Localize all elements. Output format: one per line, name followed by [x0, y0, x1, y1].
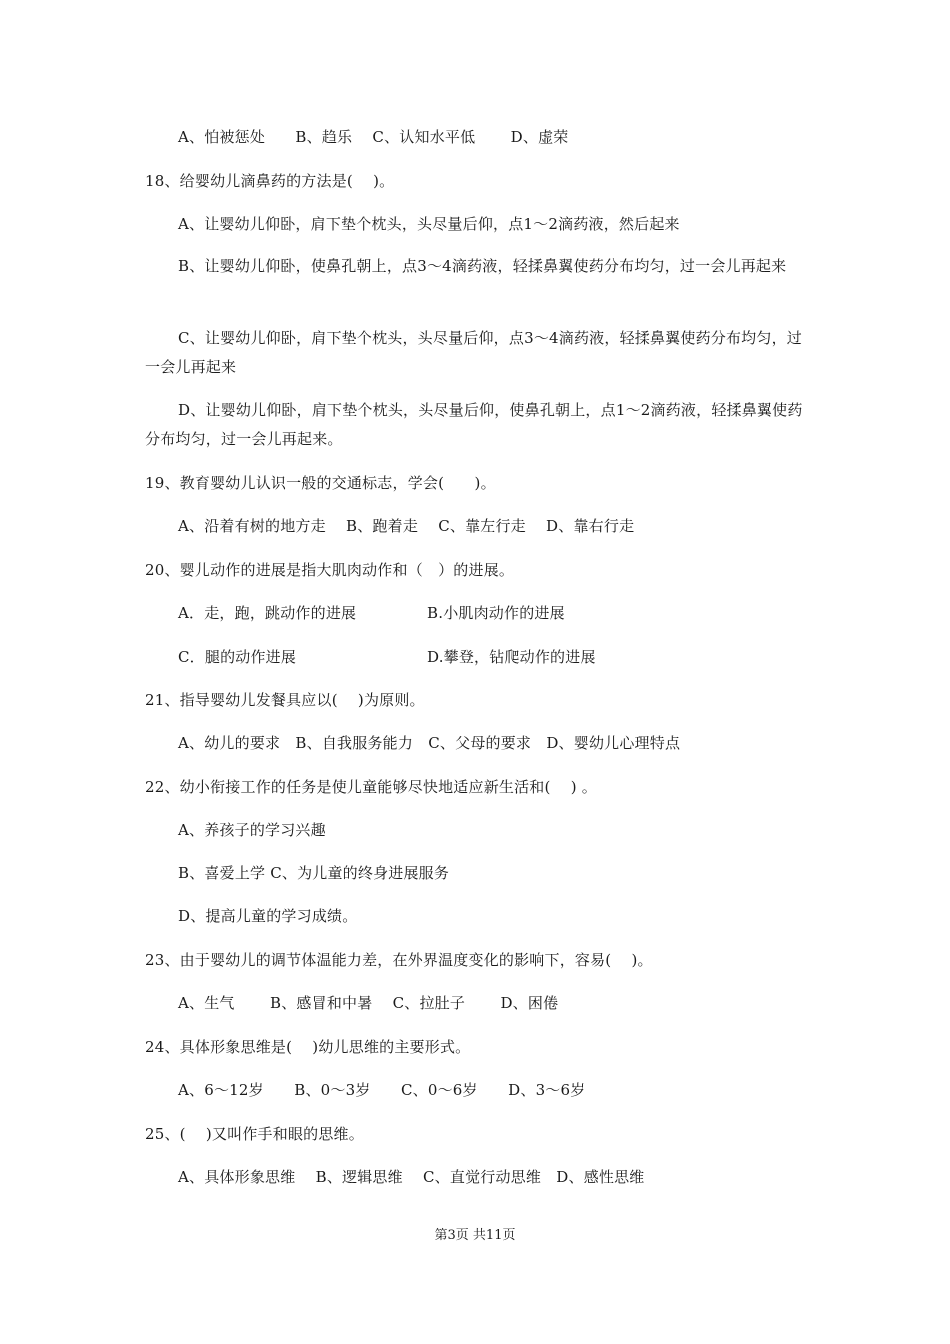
- q18-option-d: D、让婴幼儿仰卧，肩下垫个枕头，头尽量后仰，使鼻孔朝上，点1～2滴药液，轻揉鼻翼使药分布均匀，过一会儿再起来。: [145, 401, 803, 448]
- q20-option-a: A．走，跑，跳动作的进展: [178, 604, 357, 622]
- question-24: 24、具体形象思维是( )幼儿思维的主要形式。: [145, 1038, 471, 1056]
- q17-options: A、怕被惩处 B、趋乐 C、认知水平低 D、虚荣: [178, 128, 569, 146]
- question-22: 22、幼小衔接工作的任务是使儿童能够尽快地适应新生活和( ) 。: [145, 778, 597, 796]
- question-21: 21、指导婴幼儿发餐具应以( )为原则。: [145, 691, 425, 709]
- question-20: 20、婴儿动作的进展是指大肌肉动作和（ ）的进展。: [145, 561, 515, 579]
- page-footer: 第3页 共11页: [434, 1228, 516, 1243]
- q25-options: A、具体形象思维 B、逻辑思维 C、直觉行动思维 D、感性思维: [178, 1168, 645, 1186]
- q21-options: A、幼儿的要求 B、自我服务能力 C、父母的要求 D、婴幼儿心理特点: [178, 734, 681, 752]
- q19-options: A、沿着有树的地方走 B、跑着走 C、靠左行走 D、靠右行走: [178, 517, 635, 535]
- q22-option-bc: B、喜爱上学 C、为儿童的终身进展服务: [178, 864, 450, 882]
- q24-options: A、6～12岁 B、0～3岁 C、0～6岁 D、3～6岁: [178, 1081, 586, 1099]
- question-18: 18、给婴幼儿滴鼻药的方法是( )。: [145, 172, 395, 190]
- q18-option-a: A、让婴幼儿仰卧，肩下垫个枕头，头尽量后仰，点1～2滴药液，然后起来: [178, 215, 680, 233]
- q20-option-d: D.攀登，钻爬动作的进展: [427, 648, 596, 666]
- q18-option-b: B、让婴幼儿仰卧，使鼻孔朝上，点3～4滴药液，轻揉鼻翼使药分布均匀，过一会儿再起来: [178, 257, 787, 275]
- question-25: 25、( )又叫作手和眼的思维。: [145, 1125, 364, 1143]
- question-19: 19、教育婴幼儿认识一般的交通标志，学会( )。: [145, 474, 496, 492]
- q22-option-d: D、提高儿童的学习成绩。: [178, 907, 358, 925]
- question-23: 23、由于婴幼儿的调节体温能力差，在外界温度变化的影响下，容易( )。: [145, 951, 653, 969]
- q18-option-c: C、让婴幼儿仰卧，肩下垫个枕头，头尽量后仰，点3～4滴药液，轻揉鼻翼使药分布均匀，过一会儿再起来: [145, 329, 802, 376]
- q20-option-b: B.小肌肉动作的进展: [427, 604, 565, 622]
- q22-option-a: A、养孩子的学习兴趣: [178, 821, 326, 839]
- q20-option-c: C．腿的动作进展: [178, 648, 297, 666]
- q23-options: A、生气 B、感冒和中暑 C、拉肚子 D、困倦: [178, 994, 559, 1012]
